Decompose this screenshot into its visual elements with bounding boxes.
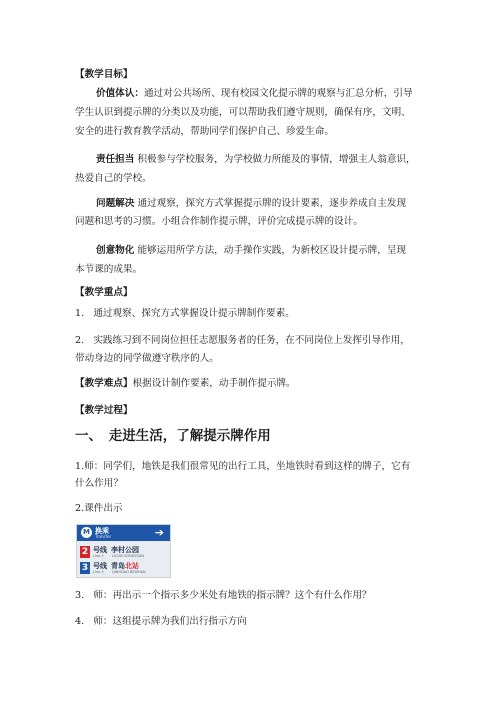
step4: 4. 师：这组提示牌为我们出行指示方向 xyxy=(75,616,247,627)
station-qingdao-beizhan: 青岛北站 xyxy=(111,562,139,570)
step3: 3. 师：再出示一个指示多少米处有地铁的指示牌？这个有什么作用？ xyxy=(75,590,372,601)
creative-label: 创意物化 xyxy=(96,245,135,256)
sign-transfer-en: Transfer xyxy=(95,534,112,539)
problem-line-2: 问题和思考的习惯。小组合作制作提示牌，评价完成提示牌的设计。 xyxy=(75,216,363,227)
step1-line-1: 1.师：同学们，地铁是我们很常见的出行工具，坐地铁时看到这样的牌子，它有 xyxy=(75,461,411,472)
values-line-1: 价值体认：通过对公共场所、现有校园文化提示牌的观察与汇总分析，引导 xyxy=(96,88,413,99)
process-heading: 【教学过程】 xyxy=(75,405,133,416)
arrow-right-icon: ➔ xyxy=(154,526,164,539)
key-item-1: 1. 通过观察、探究方式掌握设计提示牌制作要素。 xyxy=(75,308,295,319)
metro-transfer-sign-image xyxy=(76,524,171,578)
sign-transfer-zh: 换乘 xyxy=(95,527,109,535)
difficulty-line: 【教学难点】根据设计制作要素，动手制作提示牌。 xyxy=(75,378,296,389)
values-label: 价值体认 xyxy=(96,88,135,99)
sign-row-line-2: 2 号线 Line 2 李村公园 LICUN GONGYUAN xyxy=(81,546,145,558)
key-item-2-line-1: 2. 实践练习到不同岗位担任志愿服务者的任务，在不同岗位上发挥引导作用， xyxy=(75,335,410,346)
metro-logo-icon: M xyxy=(81,527,92,538)
problem-label: 问题解决 xyxy=(96,198,135,209)
objectives-heading: 【教学目标】 xyxy=(75,69,133,80)
values-line-2: 学生认识到提示牌的分类以及功能，可以帮助我们遵守规则，确保有序，文明、 xyxy=(75,107,411,118)
step2: 2.课件出示 xyxy=(75,503,123,514)
station-licun: 李村公园 xyxy=(111,546,139,554)
responsibility-line-1: 责任担当 积极参与学校服务，为学校做力所能及的事情，增强主人翁意识， xyxy=(96,154,416,165)
responsibility-line-2: 热爱自己的学校。 xyxy=(75,173,152,184)
sign-header xyxy=(77,525,170,541)
sign-row-line-3: 3 号线 Line 3 青岛北站 QINGDAO BEIZHAN xyxy=(81,562,146,574)
key-heading: 【教学重点】 xyxy=(75,287,133,298)
problem-line-1: 问题解决 通过观察，探究方式掌握提示牌的设计要素，逐步养成自主发现 xyxy=(96,198,407,209)
key-item-2-line-2: 带动身边的同学做遵守秩序的人。 xyxy=(75,353,219,364)
line-2-badge: 2 xyxy=(81,547,89,557)
line-3-badge: 3 xyxy=(81,563,89,573)
values-line-3: 安全的进行教育教学活动，帮助同学们保护自己、珍爱生命。 xyxy=(75,126,335,137)
responsibility-label: 责任担当 xyxy=(96,154,135,165)
difficulty-heading: 【教学难点】 xyxy=(75,378,133,389)
creative-line-1: 创意物化 能够运用所学方法，动手操作实践，为新校区设计提示牌，呈现 xyxy=(96,245,407,256)
part1-title: 一、 走进生活，了解提示牌作用 xyxy=(75,428,271,444)
creative-line-2: 本节课的成果。 xyxy=(75,264,143,275)
step1-line-2: 什么作用？ xyxy=(75,478,123,489)
